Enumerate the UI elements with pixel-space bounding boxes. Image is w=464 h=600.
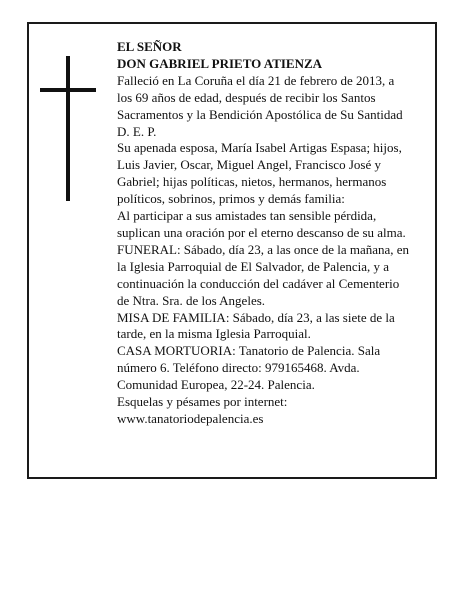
body-line: los 69 años de edad, después de recibir los Santos (117, 89, 376, 105)
body-line: de Ntra. Sra. de los Angeles. (117, 292, 266, 308)
cross-vertical-bar (66, 56, 70, 201)
body-line: Comunidad Europea, 22-24. Palencia. (117, 377, 315, 393)
body-line: Al participar a sus amistades tan sensible pérdida, (117, 208, 377, 224)
latin-cross-icon (40, 56, 96, 201)
body-line: Falleció en La Coruña el día 21 de febrero de 2013, a (117, 72, 395, 88)
body-line: MISA DE FAMILIA: Sábado, día 23, a las siete de la (117, 309, 395, 325)
body-line: la Iglesia Parroquial de El Salvador, de Palencia, y a (117, 258, 390, 274)
body-line: Esquelas y pésames por internet: (117, 394, 288, 410)
body-line: Su apenada esposa, María Isabel Artigas Espasa; hijos, (117, 140, 402, 156)
cross-horizontal-bar (40, 88, 96, 92)
body-line: Gabriel; hijas políticas, nietos, hermanos, hermanos (117, 174, 387, 190)
body-line: Luis Javier, Oscar, Miguel Angel, Francisco José y (117, 157, 381, 173)
body-line: FUNERAL: Sábado, día 23, a las once de la mañana, en (117, 241, 410, 257)
body-line: tarde, en la misma Iglesia Parroquial. (117, 326, 311, 342)
obituary-notice (27, 22, 437, 479)
deceased-name: DON GABRIEL PRIETO ATIENZA (117, 55, 323, 71)
body-line: suplican una oración por el eterno descanso de su alma. (117, 224, 406, 240)
body-line: CASA MORTUORIA: Tanatorio de Palencia. Sala (117, 343, 381, 359)
body-line: número 6. Teléfono directo: 979165468. Avda. (117, 360, 360, 376)
body-line: continuación la conducción del cadáver al Cementerio (117, 275, 400, 291)
heading-title: EL SEÑOR (117, 39, 182, 54)
body-line: D. E. P. (117, 123, 157, 139)
website-text: www.tanatoriodepalencia.es (117, 410, 264, 426)
notice-text (117, 39, 427, 428)
body-line: Sacramentos y la Bendición Apostólica de Su Santidad (117, 106, 403, 122)
body-line: políticos, sobrinos, primos y demás familia: (117, 191, 345, 207)
